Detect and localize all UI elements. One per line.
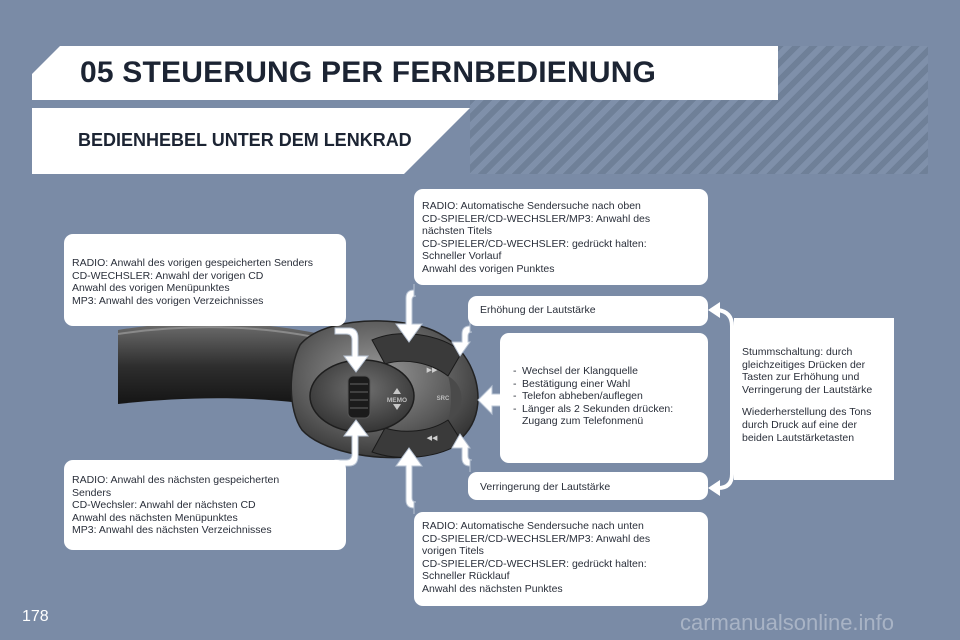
callout-src-functions [500, 333, 708, 463]
page-number: 178 [22, 608, 49, 625]
callout-seek-up-line: nächsten Titels [422, 225, 493, 238]
callout-prev-preset-line: CD-WECHSLER: Anwahl der vorigen CD [72, 269, 264, 282]
callout-next-preset-line: RADIO: Anwahl des nächsten gespeicherten [72, 474, 280, 486]
callout-seek-up-line: CD-SPIELER/CD-WECHSLER: gedrückt halten: [422, 237, 647, 250]
callout-volume-down-text: Verringerung der Lautstärke [480, 481, 611, 493]
callout-seek-down-line: Schneller Rücklauf [422, 570, 510, 583]
callout-mute [734, 318, 894, 480]
callout-seek-down-line: vorigen Titels [422, 545, 484, 558]
memo-label: MEMO [386, 397, 408, 404]
arrow-mute-bracket [718, 310, 732, 488]
callout-restore-line: beiden Lautstärketasten [742, 431, 855, 444]
rewind-label: ◀◀ [426, 434, 438, 442]
callout-next-preset-line: Senders [72, 486, 112, 499]
callout-next-preset-line: CD-Wechsler: Anwahl der nächsten CD [72, 499, 256, 512]
callout-mute-line: Stummschaltung: durch [742, 346, 853, 358]
mute-arrow-head-top-icon [708, 302, 720, 318]
callout-mute-line: Verringerung der Lautstärke [742, 383, 873, 396]
mute-arrow-head-bottom-icon [708, 480, 720, 496]
callout-seek-down-line: RADIO: Automatische Sendersuche nach unten [422, 520, 644, 532]
callout-src-line: - Wechsel der Klangquelle [522, 365, 700, 378]
callout-seek-up-line: Anwahl des vorigen Punktes [422, 262, 555, 275]
callout-prev-preset-line: Anwahl des vorigen Menüpunktes [72, 282, 230, 295]
src-label: SRC [436, 396, 450, 402]
callout-restore-line: Wiederherstellung des Tons [742, 406, 872, 419]
section-subtitle: BEDIENHEBEL UNTER DEM LENKRAD [78, 130, 412, 150]
callout-seek-up-line: Schneller Vorlauf [422, 250, 502, 263]
callout-next-preset-line: MP3: Anwahl des nächsten Verzeichnisses [72, 524, 272, 537]
memo-thumb-wheel [348, 376, 370, 418]
callout-src-line: Zugang zum Telefonmenü [522, 415, 644, 428]
callout-mute-line: gleichzeitiges Drücken der [742, 358, 866, 371]
callout-src-line: - Bestätigung einer Wahl [522, 378, 700, 391]
callout-seek-down-line: Anwahl des nächsten Punktes [422, 582, 563, 595]
callout-seek-up-line: RADIO: Automatische Sendersuche nach oben [422, 200, 641, 212]
callout-seek-down [414, 512, 708, 606]
callout-volume-up [468, 296, 708, 326]
callout-spacer [742, 396, 886, 406]
callout-prev-preset-line: MP3: Anwahl des vorigen Verzeichnisses [72, 294, 264, 307]
callout-volume-up-text: Erhöhung der Lautstärke [480, 304, 596, 316]
callout-prev-preset-line: RADIO: Anwahl des vorigen gespeicherten Senders [72, 257, 314, 269]
callout-src-line: - Telefon abheben/auflegen [522, 390, 700, 403]
callout-next-preset-line: Anwahl des nächsten Menüpunktes [72, 511, 238, 524]
callout-prev-preset [64, 234, 346, 326]
watermark: carmanualsonline.info [680, 610, 895, 635]
callout-seek-up-line: CD-SPIELER/CD-WECHSLER/MP3: Anwahl des [422, 212, 651, 225]
callout-next-preset [64, 460, 346, 550]
callout-restore-line: durch Druck auf eine der [742, 418, 857, 431]
forward-label: ▶▶ [426, 366, 438, 374]
callout-volume-down [468, 472, 708, 500]
callout-seek-down-line: CD-SPIELER/CD-WECHSLER: gedrückt halten: [422, 557, 647, 570]
callout-mute-line: Tasten zur Erhöhung und [742, 371, 860, 384]
arrow-src [478, 386, 502, 414]
page-title: 05 STEUERUNG PER FERNBEDIENUNG [80, 56, 657, 89]
callout-seek-up [414, 189, 708, 285]
callout-src-line: - Länger als 2 Sekunden drücken: [522, 403, 700, 416]
callout-seek-down-line: CD-SPIELER/CD-WECHSLER/MP3: Anwahl des [422, 532, 651, 545]
